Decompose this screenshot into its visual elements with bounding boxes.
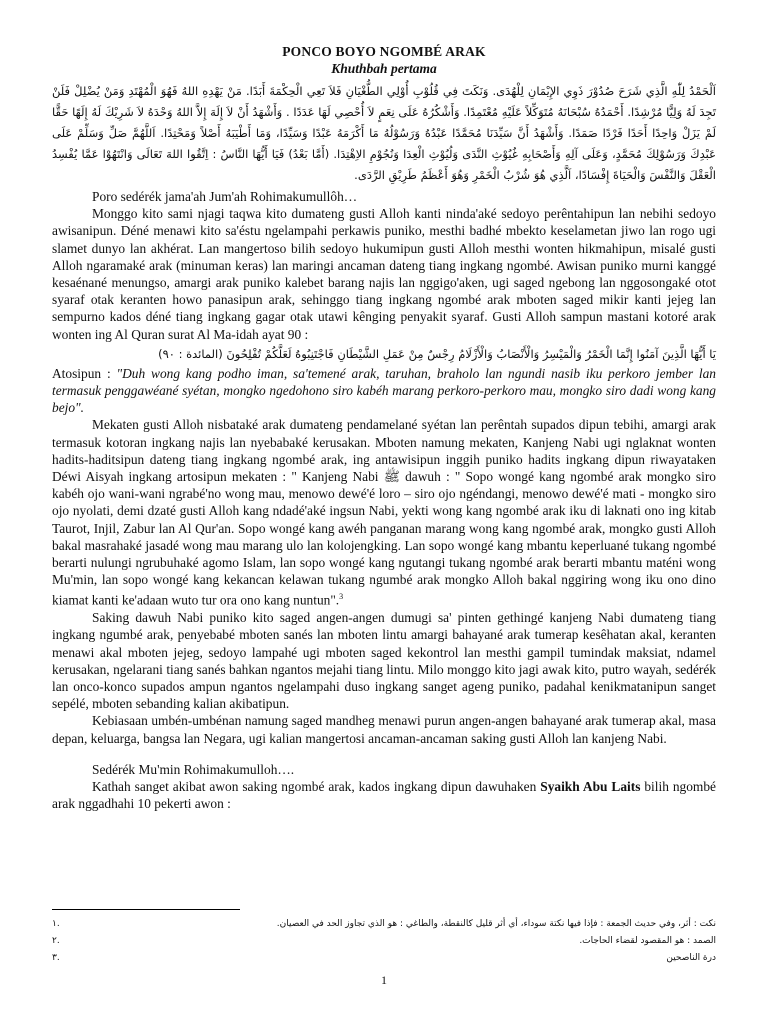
footnote-ref-3[interactable]: 3 <box>339 592 344 602</box>
footnote-number: ٢. <box>52 936 60 946</box>
footnote-text: الصمد : هو المقصود لقضاء الحاجات. <box>579 936 716 946</box>
translation-text: "Duh wong kang podho iman, sa'temené arak, taruhan, braholo lan ngundi nasib iku perkoro jember lan termasuk penggawéané syétan, mongko ngedohono siro kabéh marang perkoro-perkoro mau, mongko siro dadi wong kang bejo". <box>52 365 716 416</box>
translation-label: Atosipun : <box>52 365 117 381</box>
paragraph-2 <box>52 416 716 609</box>
footnote-2 <box>52 933 716 950</box>
paragraph-3: Saking dawuh Nabi puniko kito saged angen-angen dumugi sa' pinten gethingé kanjeng Nabi dumateng tiang ingkang ngumbé arak, penyebabé mboten sanés lan mboten lintu amargi bahayané arak tumerap kesêhatan akal, keranten menawi akal mboten jejeg, sedoyo lampahé ugi mboten saged kekontrol lan mesthi gampil tumindak maksiat, ndamel kerusakan, ngelarani tiang sanés bahkan ngantos mejahi tiang lintu. Milo monggo kito jagi awak kito, putro wayah, sedérék lan onco-konco supados ampun ngantos ngelampahi duso ingkang sanget ageng puniko, padahal kenikmatanipun sanget sepélé, mboten sebanding kalian akibatipun. <box>52 610 716 712</box>
footnote-3 <box>52 950 716 967</box>
greeting: Poro sedérék jama'ah Jum'ah Rohimakumullôh… <box>92 189 358 204</box>
page-title: PONCO BOYO NGOMBÉ ARAK <box>282 44 486 59</box>
page-subtitle: Khuthbah pertama <box>331 61 437 76</box>
saw-symbol: ﷺ <box>383 469 400 485</box>
scholar-name: Syaikh Abu Laits <box>540 778 641 794</box>
opening-arabic-text: اَلْحَمْدُ لِلّٰهِ الَّذِي شَرَحَ صُدُوْرَ ذَوِي الإِيْمَانِ لِلْهُدَى. وَنَكَتَ فِي قُلُوْبِ أُوْلِي الطُّغْيَانِ فَلاَ تَعِي الْحِكْمَةَ أَبَدًا. مَنْ يَهْدِهِ اللهُ فَهُوَ الْمُهْتَدِ وَمَنْ يُضْلِلْ فَلَنْ تَجِدَ لَهُ وَلِيًّا مُرْشِدًا. أَحْمَدُهُ سُبْحَانَهُ مُتَوَكِّلاً عَلَيْهِ مُعْتَمِدًا. وَأَشْكُرُهُ عَلَى نِعَمٍ لاَ أُحْصِي لَهَا عَدَدًا . وَأَشْهَدُ أَنْ لاَ إِلَهَ إِلاَّ اللهُ وَحْدَهُ لاَ شَرِيْكَ لَهُ إِلَهًا حَقًّا لَمْ يَزَلْ وَاحِدًا أَحَدًا فَرْدًا صَمَدًا. وَأَشْهَدُ أَنَّ سَيِّدَنَا مُحَمَّدًا عَبْدُهُ وَرَسُوْلُهُ مَا أَكْرَمَهُ عَبْدًا وَسَيِّدًا، وَمَا أَطْيَبَهُ أَصْلاً وَمَحْتِدًا. اَللَّهُمَّ صَلِّ وَسَلِّمْ عَلَى عَبْدِكَ وَرَسُوْلِكَ مُحَمَّدٍ، وَعَلَى آلِهِ وَأَصْحَابِهِ غُيُوْثِ النَّدَى وَلُيُوْثِ الْعِدَا وَنُجُوْمِ الاِهْتِدَا. (أَمَّا بَعْدُ) فَيَا أَيُّهَا النَّاسُ : اِتَّقُوا اللهَ تَعَالَى وَانْتَهُوْا عَمَّا يُفْسِدُ الْعَقْلَ وَالنَّفْسَ وَالْحَيَاةَ إِفْسَادًا، اَلَّذِي هُوَ شُرْبُ الْخَمْرِ وَهُوَ أَعْظَمُ طَرِيْقِ الرَّدَى. <box>52 84 716 182</box>
quran-verse-arabic: يَا أَيُّهَا الَّذِينَ آمَنُوا إِنَّمَا الْخَمْرُ وَالْمَيْسِرُ وَالْأَنْصَابُ وَالْأَزْلَامُ رِجْسٌ مِنْ عَمَلِ الشَّيْطَانِ فَاجْتَنِبُوهُ لَعَلَّكُمْ تُفْلِحُونَ (المائدة : ٩٠) <box>158 346 716 361</box>
paragraph-4: Kebiasaan umbén-umbénan namung saged mandheg menawi purun angen-angen bahayané arak tumerap akal, masa depan, keluarga, bangsa lan Negara, ugi kalian mangertosi ancaman-ancaman saking gusti Alloh lan kanjeng Nabi. <box>52 713 716 746</box>
paragraph-2-part-1: Mekaten gusti Alloh nisbataké arak dumateng pendamelané syétan lan perêntah supados dipun tebihi, amargi arak termasuk kotoran ingkang najis lan nyebabaké kerusakan. Mboten namung mekaten, Kanjeng Nabi ugi nglaknat wonten hadits-haditsipun dateng tiang ingkang ngombé arak, ing antawisipun inggih puniko hadits ingkang dipun riwayataken Déwi Aisyah ingkang artosipun mekaten : " Kanjeng Nabi <box>52 417 716 485</box>
footnotes <box>52 916 716 967</box>
footnote-text: نكت : أثر، وفي حديث الجمعة : فإذا فيها نكتة سوداء، أي أثر قليل كالنقطة، والطاغي : هو الذي تجاوز الحد في العصيان. <box>276 919 716 929</box>
footnote-1 <box>52 916 716 933</box>
translation-paragraph <box>52 365 716 417</box>
footnote-number: ١. <box>52 919 60 929</box>
paragraph-5-part-2: bilih ngombé arak nggadhahi 10 pekerti awon : <box>52 778 716 812</box>
paragraph-2-part-2: dawuh : " Sopo wongé kang ngombé arak mongko siro kabéh ojo wani-wani ngrabé'no wong mau, menowo dewé'é loro – siro ojo ngéndangi, menowo dewé'é mati - mongko siro ojo nyolati, demi dzaté gusti Alloh kang ndadé'aké ingsun Nabi, yekti wong kang ngombé arak iku di laknati ono ing kitab Taurot, Injil, Zabur lan Al Qur'an. Sopo wongé kang awéh panganan marang wong kang ngombé arak, mongko gusti Alloh bakal masrahaké jasadé wong mau marang ulo lan kolojengking. Lan sopo wongé kang mbantu keperluané tukang ngombé berarti nulungi ngrubuhaké agomo Islam, lan sopo wongé kang ngutangi tukang ngombé arak berarti mbantu maténi wong Mu'min, lan sopo wongé kang kekancan kelawan tukang ngumbé arak mongko Alloh bakal nggiring wong iku ono dino kiamat kanti ke'adaan wuto tur ora ono kang nuntun". <box>52 469 716 608</box>
paragraph-5 <box>52 778 716 812</box>
paragraph-5-part-1: Kathah sanget akibat awon saking ngombé arak, kados ingkang dipun dawuhaken <box>92 778 541 794</box>
sermon-body <box>52 188 716 812</box>
greeting-2: Sedérék Mu'min Rohimakumulloh…. <box>92 761 295 777</box>
footnote-text: درة الناصحين <box>666 953 716 963</box>
footnote-number: ٣. <box>52 953 60 963</box>
footnote-divider <box>52 909 240 910</box>
paragraph-1: Monggo kito sami njagi taqwa kito dumateng gusti Alloh kanti ninda'aké sedoyo perêntahipun lan nebihi sedoyo awisanipun. Déné menawi kito sa'éstu ngelampahi perkawis puniko, mesthi badhé mbekto keselametan jiwo lan rogo ugi slamet dunyo lan akhérat. Lan mangertoso bilih sedoyo hukumipun gusti Alloh mesthi wonten hikmahipun, misalé gusti Alloh ngaramaké arak (minuman keras) lan maringi ancaman dateng tiang ingkang ngombé. Awisan puniko murni kanggé kesaénané menungso, amargi arak puniko kalebet barang najis lan nggigo'aken, ugi saged ngebong lan nggosongaké otot syaraf otak keranten howo panasipun arak, sehinggo tiang ingkang ngombé arak mboten saged mikir kanti jejeg lan sempurno kados déné tiang ingkang gagar otak utawi kênging penyakit syaraf. Gusti Alloh sampun mastani kotoré arak wonten ing Al Quran surat Al Ma-idah ayat 90 : <box>52 206 716 342</box>
spacer <box>52 747 716 761</box>
page-number: 1 <box>381 973 387 987</box>
